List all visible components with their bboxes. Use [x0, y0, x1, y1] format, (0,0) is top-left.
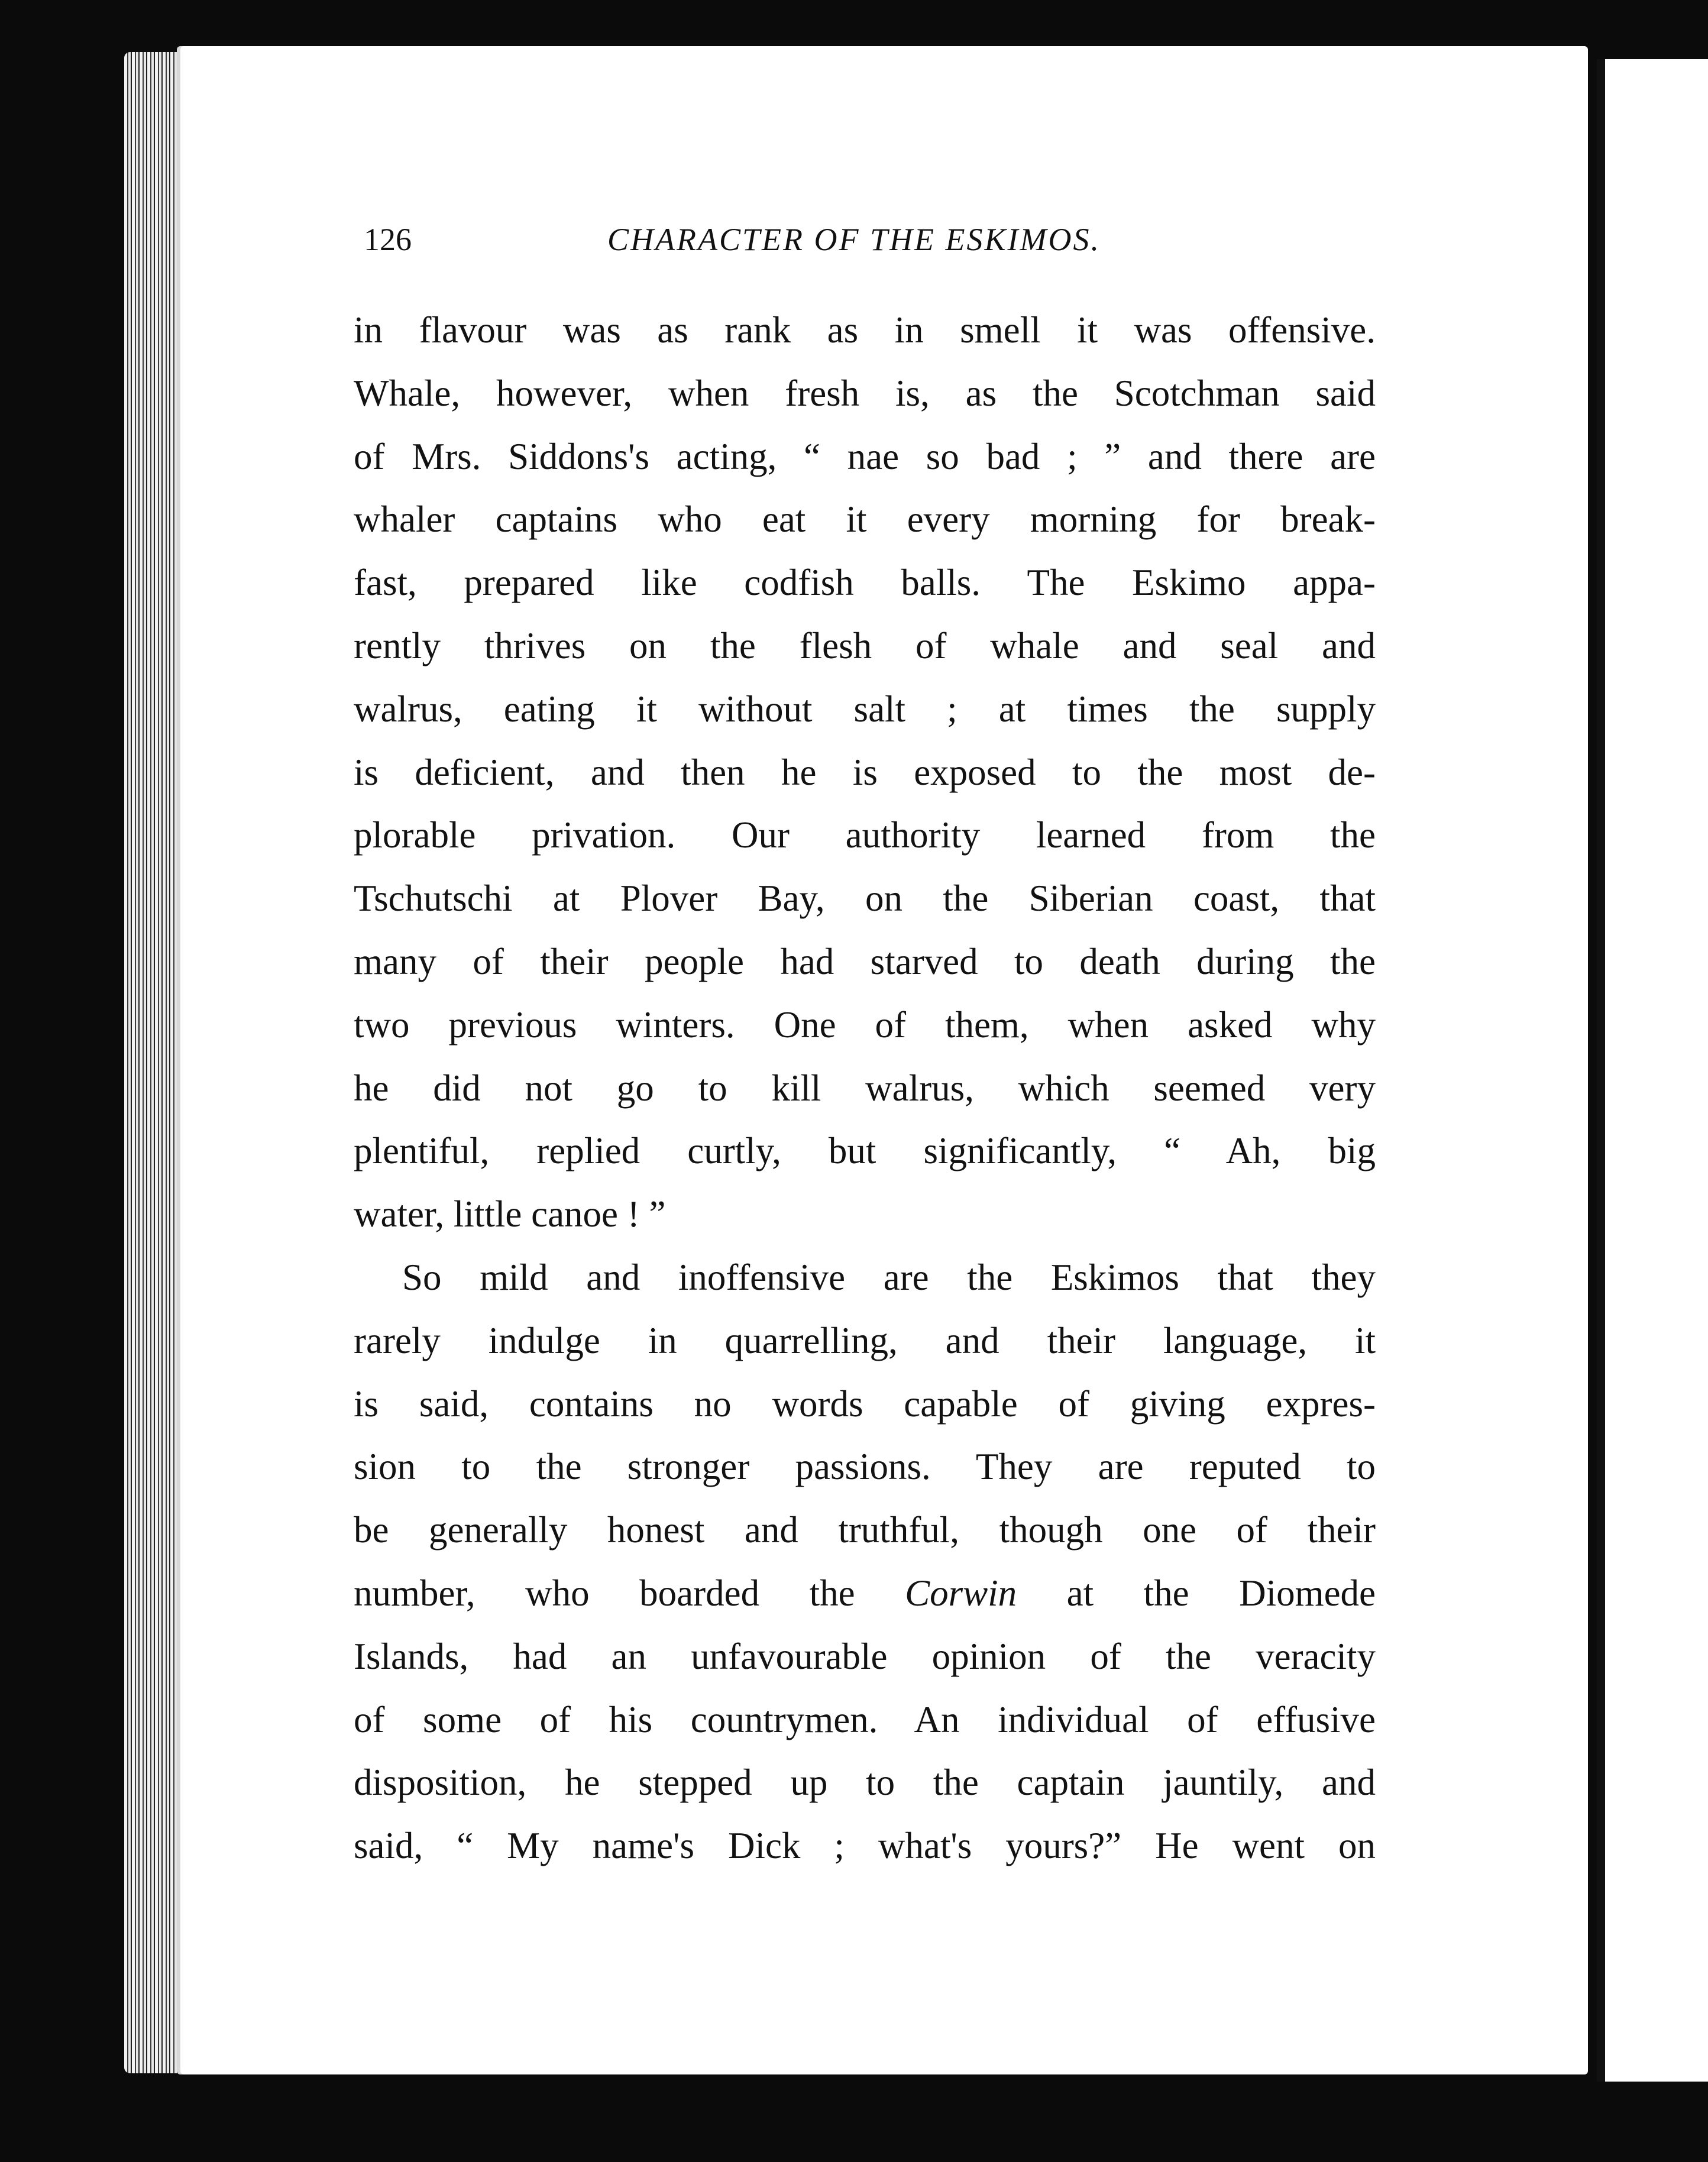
text-line: Islands, had an unfavourable opinion of the veracity [354, 1635, 1376, 1677]
text-line: Whale, however, when fresh is, as the Scotchman said [354, 372, 1376, 414]
text-line: two previous winters. One of them, when asked why [354, 1004, 1376, 1046]
text-line: fast, prepared like codfish balls. The Eskimo appa- [354, 562, 1376, 604]
text-line: whaler captains who eat it every morning for break- [354, 499, 1376, 540]
text-line: rarely indulge in quarrelling, and their language, it [354, 1319, 1376, 1361]
ship-name: Corwin [905, 1572, 1017, 1614]
text-line: he did not go to kill walrus, which seemed very [354, 1067, 1376, 1109]
text-line: sion to the stronger passions. They are reputed to [354, 1446, 1376, 1488]
facing-page-edge [1597, 59, 1708, 2082]
page-number: 126 [364, 222, 412, 257]
paragraph-2 [354, 1246, 1376, 1878]
text-line: be generally honest and truthful, though one of their [354, 1509, 1376, 1551]
text-line: walrus, eating it without salt ; at times the supply [354, 688, 1376, 730]
text-line: of some of his countrymen. An individual of effusive [354, 1698, 1376, 1740]
paragraph-1 [354, 299, 1376, 1246]
body-text [354, 299, 1376, 1878]
text-line: plentiful, replied curtly, but significantly, “ Ah, big [354, 1130, 1376, 1172]
text-line: plorable privation. Our authority learned from the [354, 814, 1376, 856]
text-line: rently thrives on the flesh of whale and seal and [354, 624, 1376, 666]
text-line-with-ship-name [354, 1562, 1376, 1625]
text-line: water, little canoe ! ” [354, 1193, 666, 1235]
text-line: said, “ My name's Dick ; what's yours?” He went on [354, 1825, 1376, 1867]
text-line: of Mrs. Siddons's acting, “ nae so bad ; ” and there are [354, 435, 1376, 477]
text-line: disposition, he stepped up to the captain jauntily, and [354, 1762, 1376, 1804]
text-fragment: at the Diomede [1066, 1572, 1376, 1614]
text-line: many of their people had starved to death during the [354, 940, 1376, 982]
chapter-title: CHARACTER OF THE ESKIMOS. [607, 222, 1101, 257]
text-line: is deficient, and then he is exposed to the most de- [354, 751, 1376, 793]
text-line: in flavour was as rank as in smell it was offensive. [354, 309, 1376, 351]
text-line: Tschutschi at Plover Bay, on the Siberian coast, that [354, 878, 1376, 920]
running-head [364, 219, 1192, 260]
text-fragment: number, who boarded the [354, 1572, 855, 1614]
text-line: So mild and inoffensive are the Eskimos that they [402, 1256, 1376, 1298]
text-line: is said, contains no words capable of giving expres- [354, 1383, 1376, 1425]
